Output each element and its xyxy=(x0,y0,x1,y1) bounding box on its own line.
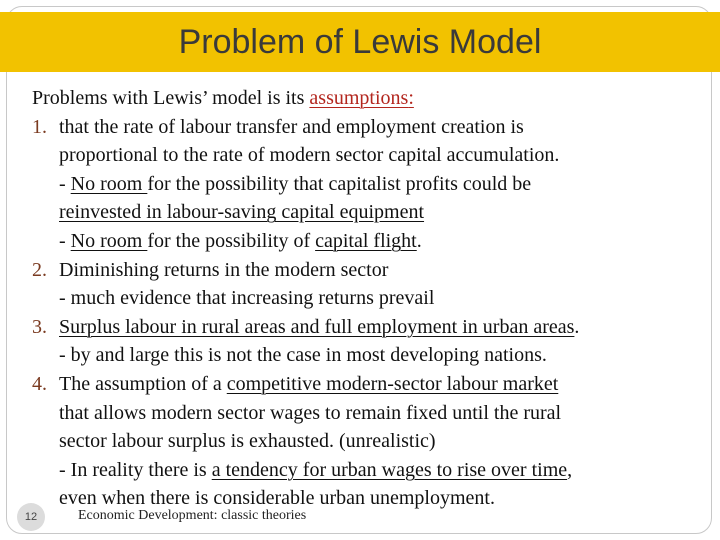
item-subpoint xyxy=(32,170,712,199)
item-continuation xyxy=(32,141,712,170)
list-item xyxy=(32,370,712,399)
sub-text: - In reality there is xyxy=(59,458,212,481)
intro-prefix: Problems with Lewis’ model is its xyxy=(32,87,310,109)
slide-title: Problem of Lewis Model xyxy=(178,23,542,61)
slide-footer: Economic Development: classic theories xyxy=(78,508,307,523)
sub-underlined: reinvested in labour-saving capital equipment xyxy=(59,201,425,224)
sub-text: for the possibility that capitalist profits could be xyxy=(147,172,532,195)
list-item xyxy=(32,313,712,342)
list-item xyxy=(32,113,712,142)
item-lead: The assumption of a xyxy=(59,372,227,395)
item-lead: that the rate of labour transfer and employment creation is xyxy=(59,115,524,138)
list-number: 4. xyxy=(32,372,47,395)
item-subpoint xyxy=(32,284,712,313)
page-number: 12 xyxy=(17,503,45,531)
sub-text: , xyxy=(567,458,573,481)
intro-suffix: : xyxy=(408,87,414,109)
sub-text: even when there is considerable urban unemployment. xyxy=(59,487,495,510)
sub-underlined: No room xyxy=(70,229,148,252)
item-text: proportional to the rate of modern sector capital accumulation. xyxy=(59,144,560,167)
item-continuation xyxy=(32,427,712,456)
sub-text: for the possibility of xyxy=(147,229,316,252)
sub-underlined: a tendency for urban wages to rise over time xyxy=(211,458,568,481)
list-number: 2. xyxy=(32,258,47,281)
item-lead-underlined: competitive modern-sector labour market xyxy=(226,372,559,395)
list-number: 3. xyxy=(32,315,47,338)
item-lead: Diminishing returns in the modern sector xyxy=(59,258,389,281)
item-text: that allows modern sector wages to remain fixed until the rural xyxy=(59,401,562,424)
list-item xyxy=(32,256,712,285)
sub-text: - by and large this is not the case in most developing nations. xyxy=(59,344,547,367)
item-subpoint xyxy=(32,456,712,485)
item-subpoint-cont xyxy=(32,198,712,227)
item-subpoint xyxy=(32,341,712,370)
sub-text: . xyxy=(416,229,422,252)
item-subpoint xyxy=(32,227,712,256)
item-text: sector labour surplus is exhausted. (unrealistic) xyxy=(59,430,436,453)
intro-line xyxy=(32,84,712,113)
sub-underlined: capital flight xyxy=(315,229,417,252)
list-number: 1. xyxy=(32,115,47,138)
sub-text: - much evidence that increasing returns prevail xyxy=(59,287,435,310)
item-lead-end: . xyxy=(574,315,580,338)
sub-dash: - xyxy=(59,172,71,195)
item-lead: Surplus labour in rural areas and full employment in urban areas xyxy=(59,315,575,338)
intro-emphasis: assumptions xyxy=(309,87,409,109)
sub-dash: - xyxy=(59,229,71,252)
sub-underlined: No room xyxy=(70,172,148,195)
item-continuation xyxy=(32,399,712,428)
slide-body xyxy=(32,84,712,513)
